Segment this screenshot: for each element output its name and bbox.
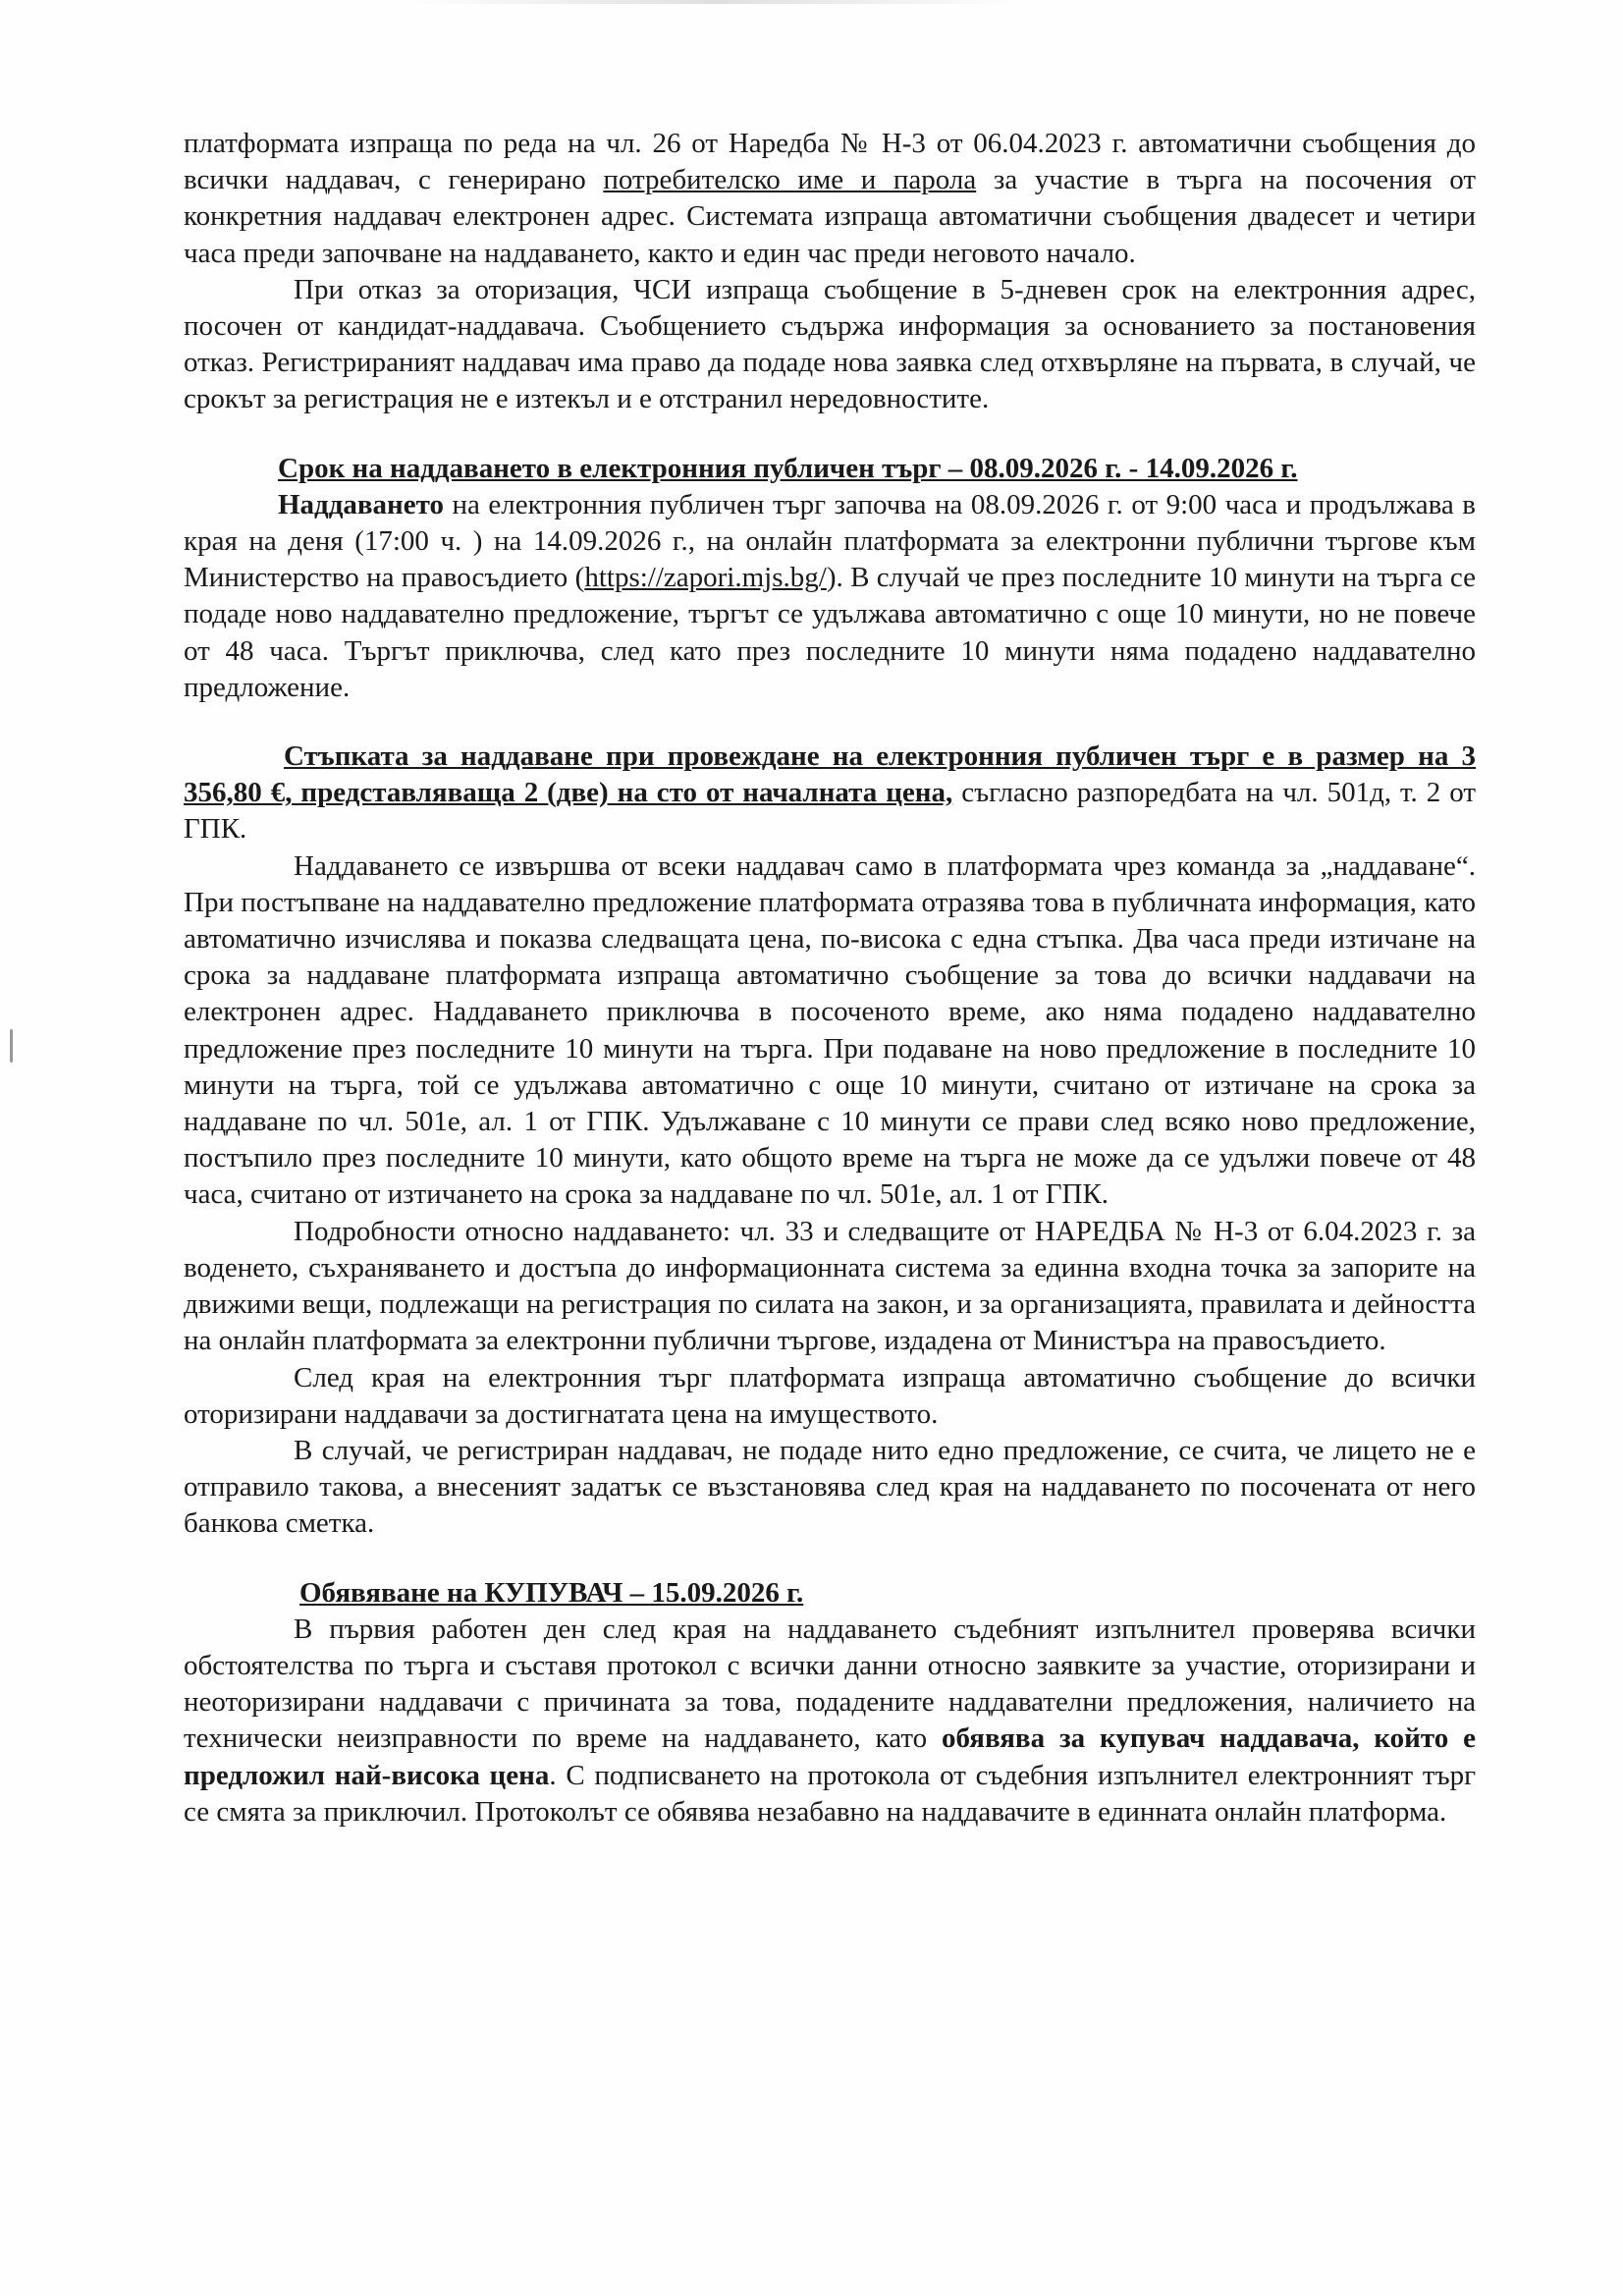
heading-buyer-announcement: Обявяване на КУПУВАЧ – 15.09.2026 г. [299,1576,804,1609]
bold-text: Наддаването [278,488,445,520]
underlined-text: потребителско име и парола [603,164,977,196]
platform-link[interactable]: https://zapori.mjs.bg/ [584,562,827,594]
paragraph-no-bid: В случай, че регистриран наддавач, не подаде нито едно предложение, се счита, че лицето не е отправило такова, а внесеният задатък се възстановява след края на наддаването по посочената от него банкова сметка. [184,1434,1476,1540]
scan-margin-mark [10,1029,13,1063]
paragraph-bid-step [184,738,1476,848]
paragraph-buyer-protocol [184,1612,1476,1831]
paragraph-authorization-refusal: При отказ за оторизация, ЧСИ изпраща съобщение в 5-дневен срок на електронния адрес, посочен от кандидат-наддавача. Съобщението съдържа информация за основанието за постановения отказ. Регистрираният наддавач има право да подаде нова заявка след отхвърляне на първата, в случай, че срокът за регистрация не е изтекъл и е отстранил нередовностите. [184,273,1476,415]
scan-edge [412,0,1021,4]
paragraph-bidding-details: Подробности относно наддаването: чл. 33 и следващите от НАРЕДБА № Н-3 от 6.04.2023 г. за воденето, съхраняването и достъпа до информационната система за единна входна точка за запорите на движими вещи, подлежащи на регистрация по силата на закон, и за организацията, правилата и дейността на онлайн платформата за електронни публични търгове, издадена от Министъра на правосъдието. [184,1215,1476,1357]
text: на електронния публичен търг започва на 08.09.2026 г. от 9:00 часа и продължава в края на деня (17:00 ч. ) на 14.09.2026 г., на онлайн платформата за електронни публични търгове към Министерство на правосъдието ( [184,488,1476,594]
heading-bidding-period: Срок на наддаването в електронния публичен търг – 08.09.2026 г. - 14.09.2026 г. [278,452,1298,484]
paragraph-bidding-start [184,487,1476,706]
heading-bid-step: Стъпката за наддаване при провеждане на електронния публичен търг е в размер на 3 356,80 €, представляваща 2 (две) на сто от началната цена, [184,740,1476,809]
text: съгласно разпоредбата на чл. 501д, т. 2 от ГПК. [184,777,1476,846]
bold-text: обявява за купувач наддавача, който е предложил най-висока цена [184,1722,1476,1791]
paragraph-bidding-procedure: Наддаването се извършва от всеки наддавач само в платформата чрез команда за „наддаване“. При постъпване на наддавателно предложение платформата отразява това в публичната информация, като автоматично изчислява и показва следващата цена, по-висока с една стъпка. Два часа преди изтичане на срока за наддаване платформата изпраща автоматично съобщение за това до всички наддавачи на електронен адрес. Наддаването приключва в посоченото време, ако няма подадено наддавателно предложение през последните 10 минути на търга. При подаване на ново предложение в последните 10 минути на търга, той се удължава автоматично с още 10 минути, считано от изтичане на срока за наддаване по чл. 501е, ал. 1 от ГПК. Удължаване с 10 минути се прави след всяко ново предложение, постъпило през последните 10 минути, като общото време на търга не може да се удължи повече от 48 часа, считано от изтичането на срока за наддаване по чл. 501е, ал. 1 от ГПК. [184,849,1476,1211]
text: платформата изпраща по реда на чл. 26 от Наредба № Н-3 от 06.04.2023 г. автоматични съобщения до всички наддавач, с генерирано [184,128,1476,196]
paragraph-auction-end: След края на електронния търг платформата изпраща автоматично съобщение до всички оторизирани наддавачи за достигнатата цена на имуществото. [184,1361,1476,1430]
text: . С подписването на протокола от съдебния изпълнител електронният търг се смята за приключил. Протоколът се обявява незабавно на наддавачите в единната онлайн платформа. [184,1759,1476,1828]
text: за участие в търга на посочения от конкретния наддавач електронен адрес. Системата изпраща автоматични съобщения двадесет и четири часа преди започване на наддаването, както и един час преди неговото начало. [184,164,1476,269]
paragraph-platform-messages [184,126,1476,272]
document-body [184,126,1476,1831]
text: ). В случай че през последните 10 минути на търга се подаде ново наддавателно предложение, търгът се удължава автоматично с още 10 минути, но не повече от 48 часа. Търгът приключва, след като през последните 10 минути няма подадено наддавателно предложение. [184,562,1476,703]
text: В първия работен ден след края на наддаването съдебният изпълнител проверява всички обстоятелства по търга и съставя протокол с всички данни относно заявките за участие, оторизирани и неоторизирани наддавачи с причината за това, подадените наддавателни предложения, наличието на технически неизправности по време на наддаването, като [184,1613,1476,1755]
